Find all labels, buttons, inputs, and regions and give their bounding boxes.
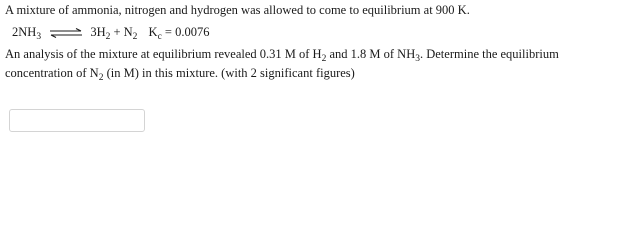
intro-text: A mixture of ammonia, nitrogen and hydrogen was allowed to come to equilibrium at 900 K. xyxy=(5,3,470,17)
analysis-text-e: (in M) in this mixture. (with 2 significant figures) xyxy=(103,66,355,80)
analysis-text-d: concentration of N xyxy=(5,66,99,80)
problem-intro xyxy=(5,3,470,17)
product-n2: + N xyxy=(110,25,133,39)
analysis-text-c: . Determine the equilibrium xyxy=(419,47,559,61)
nh3-subscript: 3 xyxy=(415,54,420,64)
kc-value: = 0.0076 xyxy=(161,25,210,39)
equilibrium-arrow-icon xyxy=(48,28,84,38)
product-h2: 3H xyxy=(90,25,106,39)
h2-subscript: 2 xyxy=(321,54,327,64)
kc-label: K xyxy=(148,25,158,39)
product-h2-subscript: 2 xyxy=(105,32,111,42)
analysis-line-2 xyxy=(5,66,355,83)
product-n2-subscript: 2 xyxy=(132,32,138,42)
answer-input[interactable] xyxy=(9,109,145,132)
analysis-line-1 xyxy=(5,47,559,64)
reactant: 2NH xyxy=(12,25,37,39)
analysis-text-a: An analysis of the mixture at equilibrium revealed 0.31 M of H xyxy=(5,47,322,61)
reactant-subscript: 3 xyxy=(36,32,42,42)
n2-subscript: 2 xyxy=(98,73,104,83)
reaction-equation xyxy=(12,25,210,42)
analysis-text-b: and 1.8 M of NH xyxy=(326,47,416,61)
kc-subscript: c xyxy=(157,32,162,42)
